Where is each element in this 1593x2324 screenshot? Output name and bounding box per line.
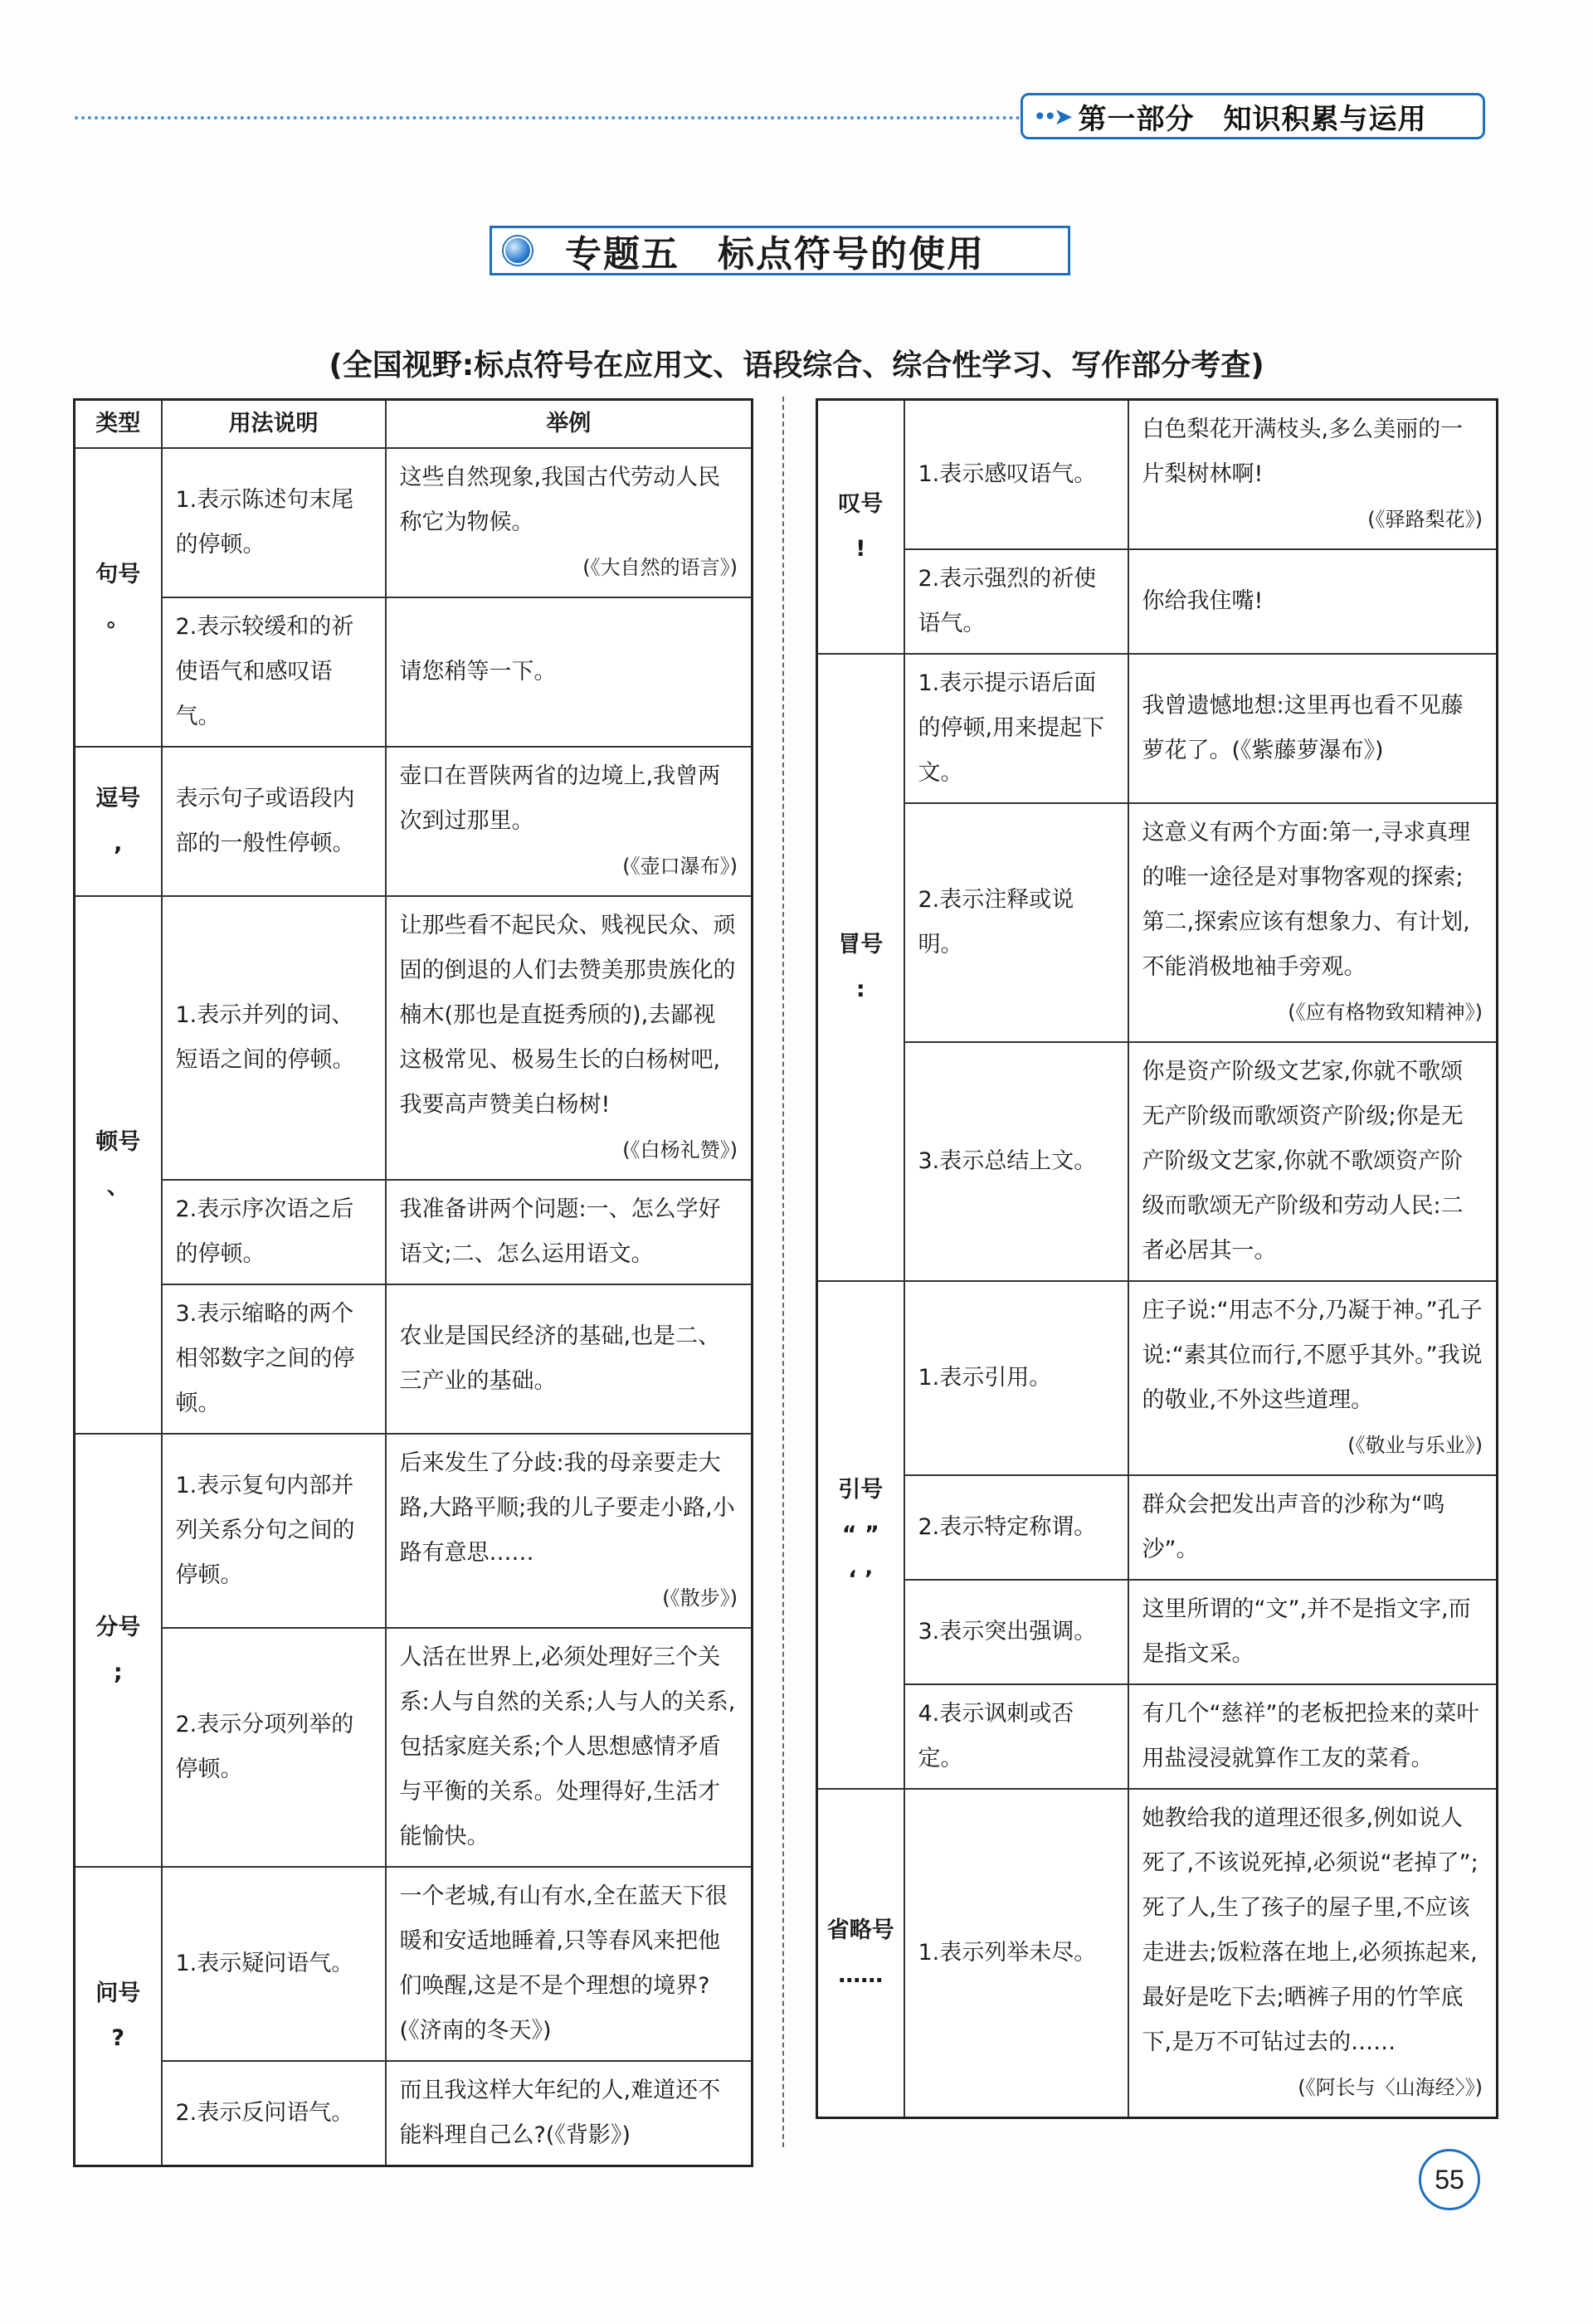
example-source: (《敬业与乐业》) <box>1347 1434 1483 1457</box>
type-symbol: : <box>855 977 865 1002</box>
example-text: 这些自然现象,我国古代劳动人民称它为物候。 <box>399 465 721 535</box>
type-cell-fenhao <box>75 1434 162 1867</box>
table-row <box>817 549 1498 654</box>
type-cell-tanhao <box>817 400 904 655</box>
example-cell: 而且我这样大年纪的人,难道还不能料理自己么?(《背影》) <box>386 2061 753 2166</box>
table-row <box>817 400 1498 550</box>
subtitle: (全国视野:标点符号在应用文、语段综合、综合性学习、写作部分考查) <box>329 348 1264 382</box>
type-symbol: …… <box>838 1962 884 1988</box>
table-row <box>75 747 753 896</box>
type-cell-shenglue <box>817 1789 904 2118</box>
example-text: 白色梨花开满枝头,多么美丽的一片梨树林啊! <box>1142 417 1464 487</box>
header-dotted-line <box>75 116 1021 119</box>
usage-cell: 2.表示较缓和的祈使语气和感叹语气。 <box>162 597 386 747</box>
header-usage: 用法说明 <box>162 400 386 449</box>
type-symbol: , <box>114 831 123 856</box>
example-cell: 请您稍等一下。 <box>386 597 753 747</box>
left-table <box>73 398 753 2167</box>
table-row <box>75 2061 753 2166</box>
example-source: (《散步》) <box>662 1586 738 1610</box>
example-cell <box>386 747 753 896</box>
table-row <box>817 1475 1498 1580</box>
usage-cell: 2.表示反问语气。 <box>162 2061 386 2166</box>
usage-cell: 2.表示分项列举的停顿。 <box>162 1628 386 1867</box>
type-name: 省略号 <box>826 1917 894 1943</box>
example-cell <box>386 1434 753 1628</box>
right-table <box>816 398 1498 2119</box>
example-source: (《驿路梨花》) <box>1367 508 1483 531</box>
header-example: 举例 <box>386 400 753 449</box>
usage-cell: 2.表示特定称谓。 <box>904 1475 1128 1580</box>
example-cell <box>1128 1789 1498 2118</box>
type-symbol: ! <box>855 536 866 562</box>
table-row <box>75 1628 753 1867</box>
usage-cell: 3.表示突出强调。 <box>904 1580 1128 1684</box>
bullet-ball-icon <box>504 236 532 265</box>
table-row <box>75 1867 753 2061</box>
table-row <box>817 654 1498 803</box>
type-name: 叹号 <box>838 491 884 517</box>
usage-cell: 1.表示陈述句末尾的停顿。 <box>162 448 386 597</box>
example-source: (《壶口瀑布》) <box>622 855 738 878</box>
page-number: 55 <box>1419 2149 1480 2210</box>
table-row <box>75 1180 753 1284</box>
type-symbol: 、 <box>106 1174 129 1200</box>
topic-title: 专题五 标点符号的使用 <box>565 233 985 275</box>
type-name: 句号 <box>95 562 141 587</box>
example-cell: 你是资产阶级文艺家,你就不歌颂无产阶级而歌颂资产阶级;你是无产阶级文艺家,你就不歌颂资产阶级而歌颂无产阶级和劳动人民:二者必居其一。 <box>1128 1042 1498 1281</box>
type-name: 冒号 <box>838 932 884 957</box>
type-symbol-single: ‘ ’ <box>848 1566 874 1592</box>
type-cell-yinhao <box>817 1281 904 1789</box>
usage-cell: 3.表示总结上文。 <box>904 1042 1128 1281</box>
usage-cell: 1.表示疑问语气。 <box>162 1867 386 2061</box>
type-name: 引号 <box>838 1477 884 1503</box>
example-source: (《应有格物致知精神》) <box>1288 1001 1483 1024</box>
example-text: 她教给我的道理还很多,例如说人死了,不该说死掉,必须说“老掉了”;死了人,生了孩子的屋子里,不应该走进去;饭粒落在地上,必须拣起来,最好是吃下去;晒裤子用的竹竿底下,是万不可钻过去的…… <box>1142 1805 1479 2055</box>
table-row <box>75 1434 753 1628</box>
example-cell: 我准备讲两个问题:一、怎么学好语文;二、怎么运用语文。 <box>386 1180 753 1284</box>
example-source: (《大自然的语言》) <box>582 556 738 579</box>
type-name: 逗号 <box>95 786 141 811</box>
table-row <box>817 1580 1498 1684</box>
example-cell <box>386 448 753 597</box>
example-cell <box>386 896 753 1180</box>
table-row <box>817 1684 1498 1789</box>
type-symbol: ; <box>113 1659 123 1685</box>
example-cell: 这里所谓的“文”,并不是指文字,而是指文采。 <box>1128 1580 1498 1684</box>
type-cell-dunhao <box>75 896 162 1434</box>
example-cell <box>1128 400 1498 550</box>
example-cell <box>1128 1281 1498 1475</box>
example-cell: 我曾遗憾地想:这里再也看不见藤萝花了。(《紫藤萝瀑布》) <box>1128 654 1498 803</box>
example-cell: 群众会把发出声音的沙称为“鸣沙”。 <box>1128 1475 1498 1580</box>
type-name: 问号 <box>95 1981 141 2006</box>
example-cell: 有几个“慈祥”的老板把捡来的菜叶用盐浸浸就算作工友的菜肴。 <box>1128 1684 1498 1789</box>
usage-cell: 1.表示引用。 <box>904 1281 1128 1475</box>
table-row <box>75 1284 753 1434</box>
type-symbol: 。 <box>106 607 129 632</box>
usage-cell: 1.表示复句内部并列关系分句之间的停顿。 <box>162 1434 386 1628</box>
example-text: 后来发生了分歧:我的母亲要走大路,大路平顺;我的儿子要走小路,小路有意思…… <box>399 1450 735 1566</box>
table-header-row <box>75 400 753 449</box>
example-text: 庄子说:“用志不分,乃凝于神。”孔子说:“素其位而行,不愿乎其外。”我说的敬业,不外这些道理。 <box>1142 1298 1483 1413</box>
example-cell: 农业是国民经济的基础,也是二、三产业的基础。 <box>386 1284 753 1434</box>
type-cell-douhao <box>75 747 162 896</box>
example-cell: 一个老城,有山有水,全在蓝天下很暖和安适地睡着,只等春风来把他们唤醒,这是不是个理想的境界?(《济南的冬天》) <box>386 1867 753 2061</box>
example-cell: 人活在世界上,必须处理好三个关系:人与自然的关系;人与人的关系,包括家庭关系;个人思想感情矛盾与平衡的关系。处理得好,生活才能愉快。 <box>386 1628 753 1867</box>
part-title: 第一部分 知识积累与运用 <box>1078 102 1427 136</box>
usage-cell: 表示句子或语段内部的一般性停顿。 <box>162 747 386 896</box>
part-badge <box>1021 93 1485 139</box>
usage-cell: 2.表示序次语之后的停顿。 <box>162 1180 386 1284</box>
usage-cell: 2.表示注释或说明。 <box>904 803 1128 1042</box>
type-name: 分号 <box>95 1615 141 1640</box>
usage-cell: 3.表示缩略的两个相邻数字之间的停顿。 <box>162 1284 386 1434</box>
arrow-icon: ••➤ <box>1033 102 1070 130</box>
table-row <box>817 1789 1498 2118</box>
example-text: 这意义有两个方面:第一,寻求真理的唯一途径是对事物客观的探索;第二,探索应该有想象力、有计划,不能消极地袖手旁观。 <box>1142 820 1471 980</box>
type-symbol: ? <box>111 2025 125 2051</box>
type-symbol: “ ” <box>841 1522 879 1547</box>
example-source: (《阿长与〈山海经〉》) <box>1298 2076 1483 2099</box>
type-cell-juhao <box>75 448 162 747</box>
example-source: (《白杨礼赞》) <box>622 1138 738 1162</box>
column-divider <box>782 397 784 2147</box>
usage-cell: 1.表示感叹语气。 <box>904 400 1128 550</box>
header-type: 类型 <box>75 400 162 449</box>
usage-cell: 1.表示并列的词、短语之间的停顿。 <box>162 896 386 1180</box>
usage-cell: 4.表示讽刺或否定。 <box>904 1684 1128 1789</box>
example-cell <box>1128 803 1498 1042</box>
example-text: 壶口在晋陕两省的边境上,我曾两次到过那里。 <box>399 763 721 834</box>
table-row <box>75 448 753 597</box>
table-row <box>75 896 753 1180</box>
type-cell-maohao <box>817 654 904 1281</box>
example-text: 让那些看不起民众、贱视民众、顽固的倒退的人们去赞美那贵族化的楠木(那也是直挺秀颀的),去鄙视这极常见、极易生长的白杨树吧,我要高声赞美白杨树! <box>399 913 736 1118</box>
usage-cell: 1.表示提示语后面的停顿,用来提起下文。 <box>904 654 1128 803</box>
table-row <box>817 1042 1498 1281</box>
example-cell: 你给我住嘴! <box>1128 549 1498 654</box>
type-cell-wenhao <box>75 1867 162 2166</box>
table-row <box>817 1281 1498 1475</box>
type-name: 顿号 <box>95 1129 141 1155</box>
topic-title-box <box>490 226 1070 275</box>
usage-cell: 2.表示强烈的祈使语气。 <box>904 549 1128 654</box>
table-row <box>75 597 753 747</box>
usage-cell: 1.表示列举未尽。 <box>904 1789 1128 2118</box>
table-row <box>817 803 1498 1042</box>
